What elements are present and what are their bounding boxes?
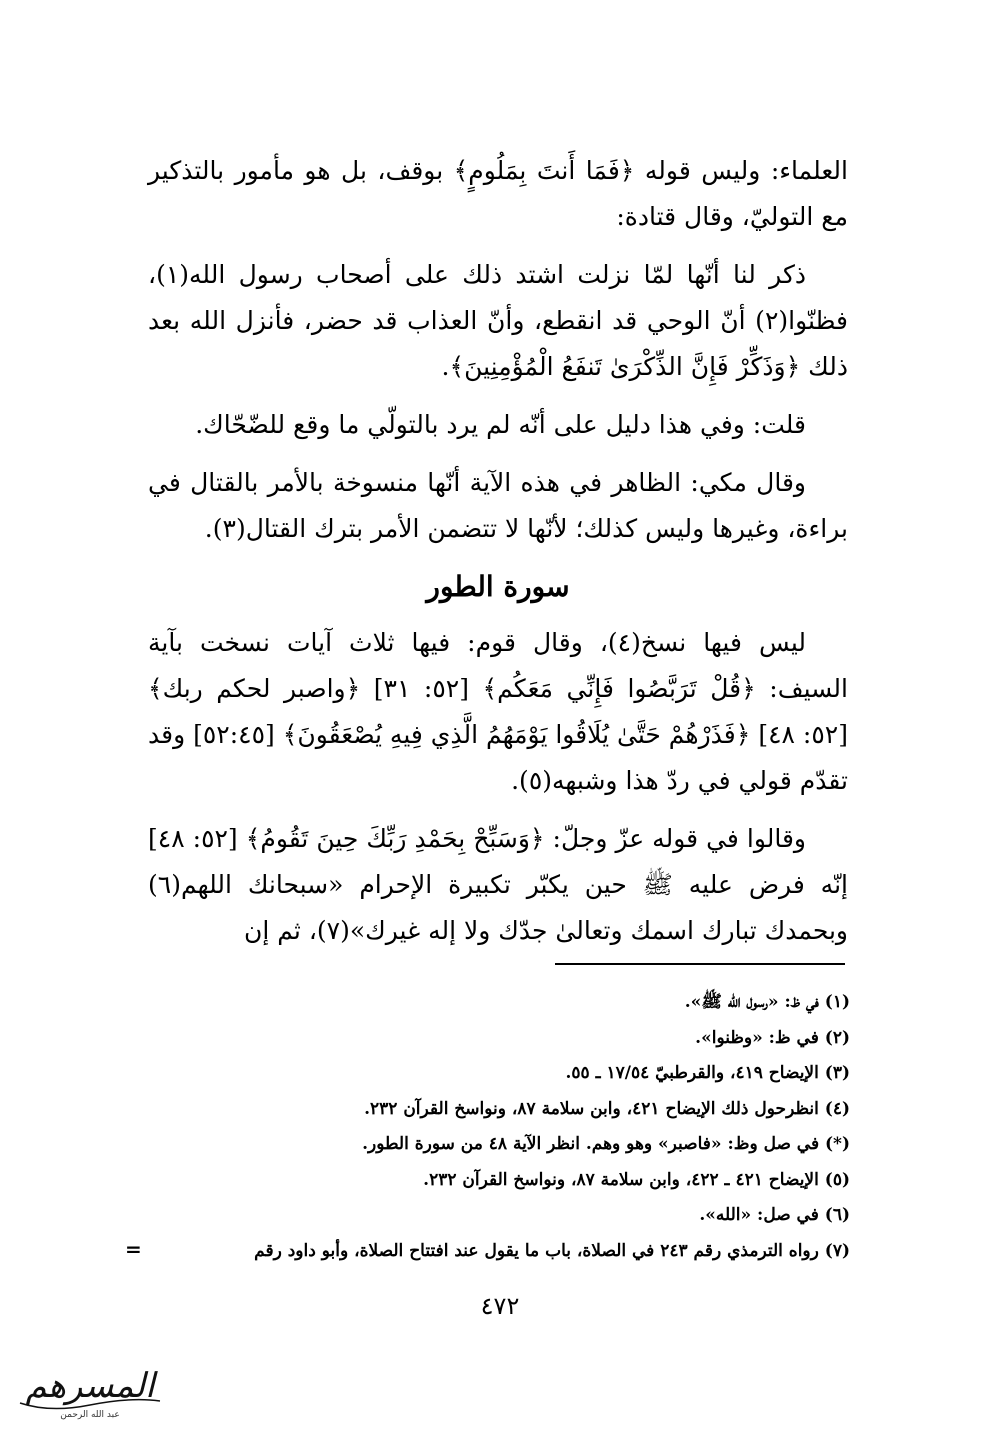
paragraph-4: وقال مكي: الظاهر في هذه الآية أنّها منسوخة بالأمر بالقتال في براءة، وغيرها وليس كذلك؛ لأنّها لا تتضمن الأمر بترك القتال(٣). (148, 468, 848, 543)
paragraph-2: ذكر لنا أنّها لمّا نزلت اشتد ذلك على أصحاب رسول الله(١)، فظنّوا(٢) أنّ الوحي قد انقطع، وأنّ العذاب قد حضر، فأنزل الله بعد ذلك ﴿وَذَكِّرْ فَإِنَّ الذِّكْرَىٰ تَنفَعُ الْمُؤْمِنِينَ﴾. (148, 260, 848, 381)
continuation-mark: = (125, 1237, 142, 1261)
footnote-divider (555, 963, 845, 965)
footnotes (130, 985, 850, 1269)
watermark-logo (10, 1355, 170, 1425)
paragraph-1: العلماء: وليس قوله ﴿فَمَا أَنتَ بِمَلُومٍ﴾ بوقف، بل هو مأمور بالتذكير مع التوليّ، وقال قتادة: (148, 156, 848, 231)
main-text (148, 148, 848, 966)
footnote-2: (٢) في ظ: «وظنوا». (695, 1027, 850, 1048)
page-number: ٤٧٢ (480, 1292, 520, 1320)
footnote-1: (١) في ظ: «رسول الله ﷺ». (684, 992, 850, 1012)
footnote-3: (٣) الإيضاح ٤١٩، والقرطبيّ ١٧/٥٤ ـ ٥٥. (565, 1063, 850, 1083)
footnote-4: (٤) انظرحول ذلك الإيضاح ٤٢١، وابن سلامة ٨٧، ونواسخ القرآن ٢٣٢. (364, 1098, 850, 1119)
paragraph-3: قلت: وفي هذا دليل على أنّه لم يرد بالتولّي ما وقع للضّحّاك. (195, 410, 806, 439)
paragraph-6: وقالوا في قوله عزّ وجلّ: ﴿وَسَبِّحْ بِحَمْدِ رَبِّكَ حِينَ تَقُومُ﴾ [٥٢: ٤٨] إنّه فرض عليه ﷺ حين يكبّر تكبيرة الإحرام «سبحانك اللهم(٦) وبحمدك تبارك اسمك وتعالىٰ جدّك ولا إله غيرك»(٧)، ثم إن (148, 824, 848, 945)
watermark-text: المسرهم (25, 1366, 155, 1406)
footnote-5: (٥) الإيضاح ٤٢١ ـ ٤٢٢، وابن سلامة ٨٧، ونواسخ القرآن ٢٣٢. (423, 1169, 850, 1190)
paragraph-5: ليس فيها نسخ(٤)، وقال قوم: فيها ثلاث آيات نسخت بآية السيف: ﴿قُلْ تَرَبَّصُوا فَإِنِّي مَعَكُم﴾ [٥٢: ٣١] ﴿واصبر لحكم ربك﴾ [٥٢: ٤٨] ﴿فَذَرْهُمْ حَتَّىٰ يُلَاقُوا يَوْمَهُمُ الَّذِي فِيهِ يُصْعَقُونَ﴾ [٥٢:٤٥] وقد تقدّم قولي في ردّ هذا وشبهه(٥). (148, 628, 848, 795)
watermark-subtext: عبد الله الرحمن (60, 1410, 120, 1420)
footnote-star: (*) في صل وظ: «فاصبر» وهو وهم. انظر الآية ٤٨ من سورة الطور. (362, 1134, 850, 1154)
footnote-6: (٦) في صل: «الله». (699, 1205, 850, 1225)
section-heading: سورة الطور (426, 570, 570, 603)
footnote-7: (٧) رواه الترمذي رقم ٢٤٣ في الصلاة، باب ما يقول عند افتتاح الصلاة، وأبو داود رقم (254, 1240, 850, 1261)
